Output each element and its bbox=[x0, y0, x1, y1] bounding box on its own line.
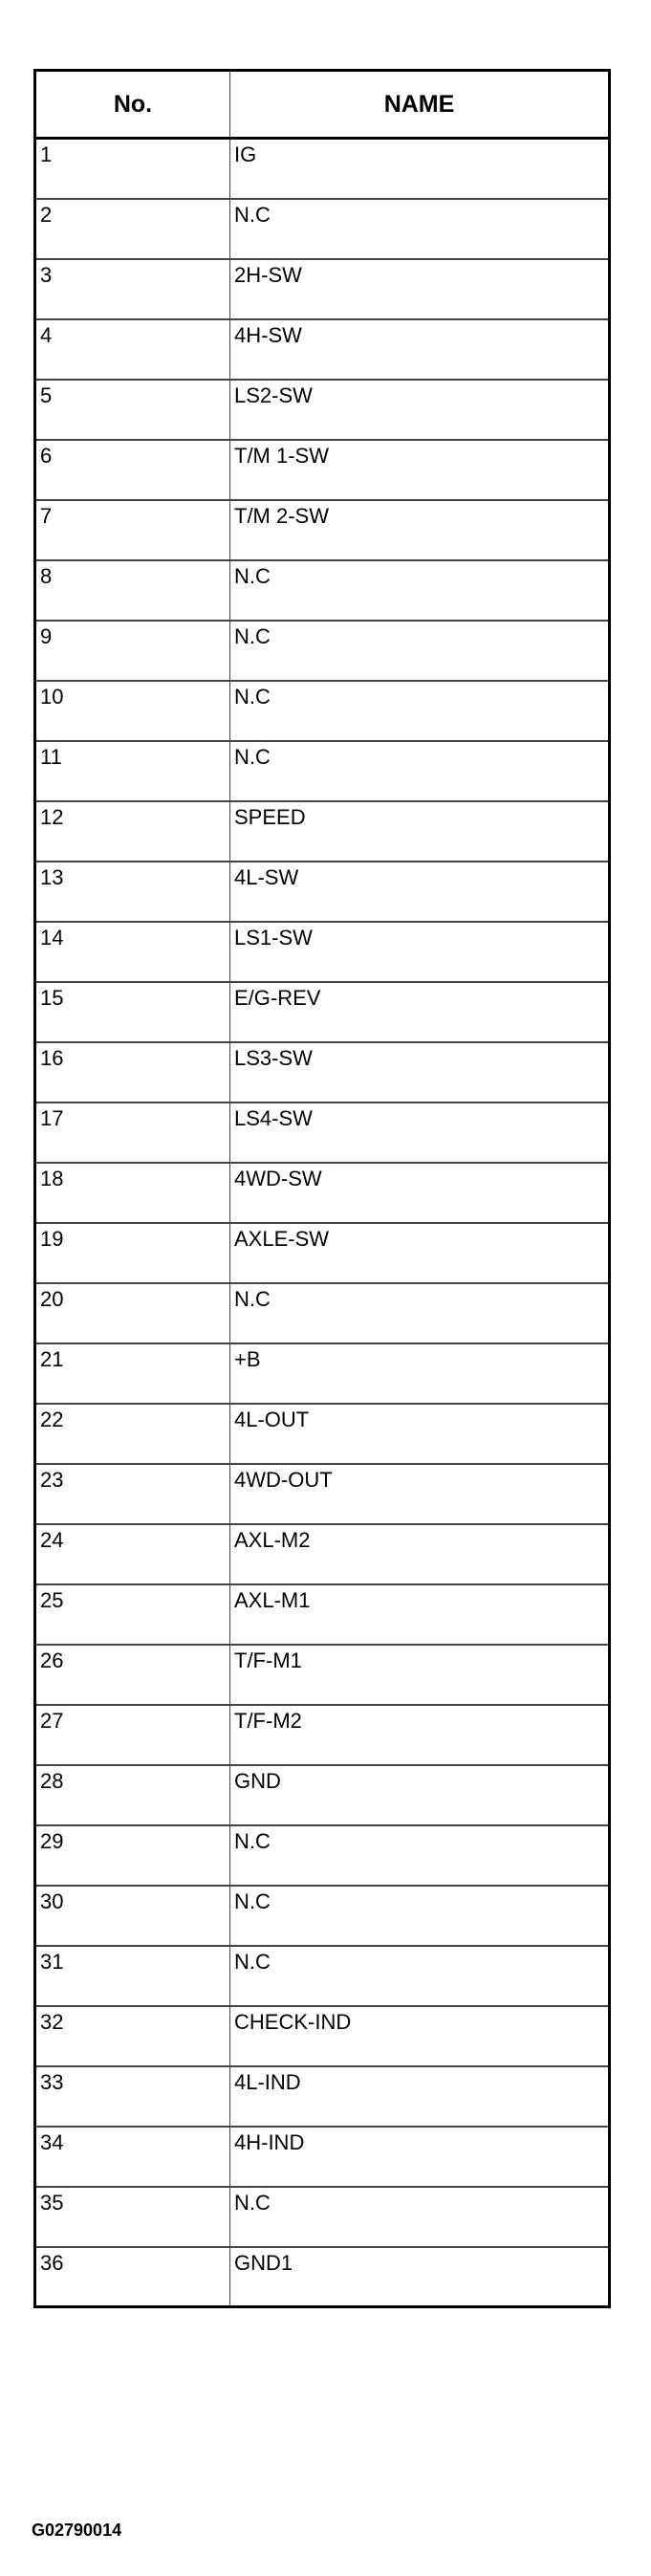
pin-number-cell: 18 bbox=[35, 1163, 230, 1223]
table-row bbox=[35, 500, 610, 560]
pin-name-cell: 4WD-SW bbox=[230, 1163, 610, 1223]
pin-number-cell: 25 bbox=[35, 1584, 230, 1645]
pin-number-cell: 28 bbox=[35, 1765, 230, 1825]
table-row bbox=[35, 741, 610, 801]
pin-name-cell: AXL-M2 bbox=[230, 1524, 610, 1584]
table-row bbox=[35, 259, 610, 319]
pin-name-cell: IG bbox=[230, 139, 610, 199]
pin-number-cell: 20 bbox=[35, 1283, 230, 1343]
pin-number-cell: 9 bbox=[35, 621, 230, 681]
table-row bbox=[35, 862, 610, 922]
pin-number-cell: 11 bbox=[35, 741, 230, 801]
column-header-name: NAME bbox=[230, 71, 610, 139]
pin-name-cell: LS4-SW bbox=[230, 1102, 610, 1163]
table-row bbox=[35, 982, 610, 1042]
table-row bbox=[35, 1584, 610, 1645]
pin-name-cell: N.C bbox=[230, 621, 610, 681]
pin-name-cell: N.C bbox=[230, 681, 610, 741]
table-body bbox=[35, 139, 610, 2307]
table-row bbox=[35, 560, 610, 621]
pin-name-cell: N.C bbox=[230, 1825, 610, 1886]
pin-number-cell: 12 bbox=[35, 801, 230, 862]
table-row bbox=[35, 380, 610, 440]
pin-name-cell: CHECK-IND bbox=[230, 2006, 610, 2066]
pin-name-cell: N.C bbox=[230, 1946, 610, 2006]
pin-name-cell: T/F-M1 bbox=[230, 1645, 610, 1705]
pin-name-cell: T/F-M2 bbox=[230, 1705, 610, 1765]
pin-name-cell: 4L-IND bbox=[230, 2066, 610, 2127]
pin-number-cell: 17 bbox=[35, 1102, 230, 1163]
pin-name-cell: T/M 2-SW bbox=[230, 500, 610, 560]
pin-name-cell: 4H-SW bbox=[230, 319, 610, 380]
table-row bbox=[35, 1765, 610, 1825]
pin-name-cell: 4L-SW bbox=[230, 862, 610, 922]
pin-name-cell: GND1 bbox=[234, 2250, 293, 2275]
pin-number-cell: 15 bbox=[35, 982, 230, 1042]
table-row bbox=[35, 199, 610, 259]
pin-number-cell: 6 bbox=[35, 440, 230, 500]
table-row bbox=[35, 2066, 610, 2127]
pin-number-cell: 21 bbox=[35, 1343, 230, 1404]
table-row bbox=[35, 801, 610, 862]
pin-number-cell: 14 bbox=[35, 922, 230, 982]
table-row bbox=[35, 1524, 610, 1584]
pin-number-cell: 30 bbox=[35, 1886, 230, 1946]
table-row bbox=[35, 2247, 610, 2307]
pin-name-cell: GND bbox=[230, 1765, 610, 1825]
pin-number-cell: 8 bbox=[35, 560, 230, 621]
pin-number-cell: 19 bbox=[35, 1223, 230, 1283]
figure-code: G02790014 bbox=[32, 2521, 122, 2540]
table-row bbox=[35, 440, 610, 500]
pin-number-cell: 1 bbox=[35, 139, 230, 199]
pin-name-cell: N.C bbox=[230, 560, 610, 621]
table-row bbox=[35, 1705, 610, 1765]
pin-number-cell: 16 bbox=[35, 1042, 230, 1102]
table-row bbox=[35, 681, 610, 741]
pin-number-cell: 27 bbox=[35, 1705, 230, 1765]
pin-name-cell: E/G-REV bbox=[230, 982, 610, 1042]
pin-number-cell: 36 bbox=[35, 2247, 230, 2307]
table-row bbox=[35, 1404, 610, 1464]
pin-name-cell: 2H-SW bbox=[230, 259, 610, 319]
table-row bbox=[35, 1343, 610, 1404]
pin-number-cell: 34 bbox=[35, 2127, 230, 2187]
table-row bbox=[35, 2006, 610, 2066]
pin-number-cell: 33 bbox=[35, 2066, 230, 2127]
pin-number-cell: 32 bbox=[35, 2006, 230, 2066]
table-row bbox=[35, 1464, 610, 1524]
table-row bbox=[35, 2187, 610, 2247]
pin-name-cell: SPEED bbox=[230, 801, 610, 862]
pin-name-cell: LS3-SW bbox=[230, 1042, 610, 1102]
pin-number-cell: 35 bbox=[35, 2187, 230, 2247]
pin-number-cell: 31 bbox=[35, 1946, 230, 2006]
column-header-no: No. bbox=[35, 71, 230, 139]
pin-number-cell: 24 bbox=[35, 1524, 230, 1584]
table-row bbox=[35, 1886, 610, 1946]
table-row bbox=[35, 1946, 610, 2006]
table-row bbox=[35, 319, 610, 380]
pin-name-cell: AXLE-SW bbox=[230, 1223, 610, 1283]
pin-number-cell: 5 bbox=[35, 380, 230, 440]
pin-name-cell: 4L-OUT bbox=[230, 1404, 610, 1464]
pin-name-cell: N.C bbox=[230, 1886, 610, 1946]
pin-name-cell: +B bbox=[230, 1343, 610, 1404]
table-row bbox=[35, 1042, 610, 1102]
pin-name-cell: AXL-M1 bbox=[230, 1584, 610, 1645]
table-row bbox=[35, 1825, 610, 1886]
pin-number-cell: 4 bbox=[35, 319, 230, 380]
pin-number-cell: 26 bbox=[35, 1645, 230, 1705]
table-row bbox=[35, 1645, 610, 1705]
pin-name-cell: T/M 1-SW bbox=[230, 440, 610, 500]
table-row bbox=[35, 1163, 610, 1223]
table-row bbox=[35, 2127, 610, 2187]
table-row bbox=[35, 1223, 610, 1283]
table-row bbox=[35, 1102, 610, 1163]
pin-number-cell: 13 bbox=[35, 862, 230, 922]
table-row bbox=[35, 922, 610, 982]
pin-name-cell: 4H-IND bbox=[230, 2127, 610, 2187]
pin-number-cell: 22 bbox=[35, 1404, 230, 1464]
pin-number-cell: 10 bbox=[35, 681, 230, 741]
pin-name-cell: 4WD-OUT bbox=[230, 1464, 610, 1524]
pin-number-cell: 29 bbox=[35, 1825, 230, 1886]
pin-number-cell: 2 bbox=[35, 199, 230, 259]
table-row bbox=[35, 621, 610, 681]
pin-name-cell: LS1-SW bbox=[230, 922, 610, 982]
header-row bbox=[35, 71, 610, 139]
pin-name-cell: N.C bbox=[230, 199, 610, 259]
pin-number-cell: 23 bbox=[35, 1464, 230, 1524]
pin-name-cell: N.C bbox=[230, 1283, 610, 1343]
pin-name-cell: LS2-SW bbox=[230, 380, 610, 440]
pin-name-cell: N.C bbox=[230, 741, 610, 801]
pin-number-cell: 7 bbox=[35, 500, 230, 560]
pin-table bbox=[33, 69, 611, 2308]
table-row bbox=[35, 1283, 610, 1343]
pin-number-cell: 3 bbox=[35, 259, 230, 319]
pin-name-cell: N.C bbox=[230, 2187, 610, 2247]
table-row bbox=[35, 139, 610, 199]
